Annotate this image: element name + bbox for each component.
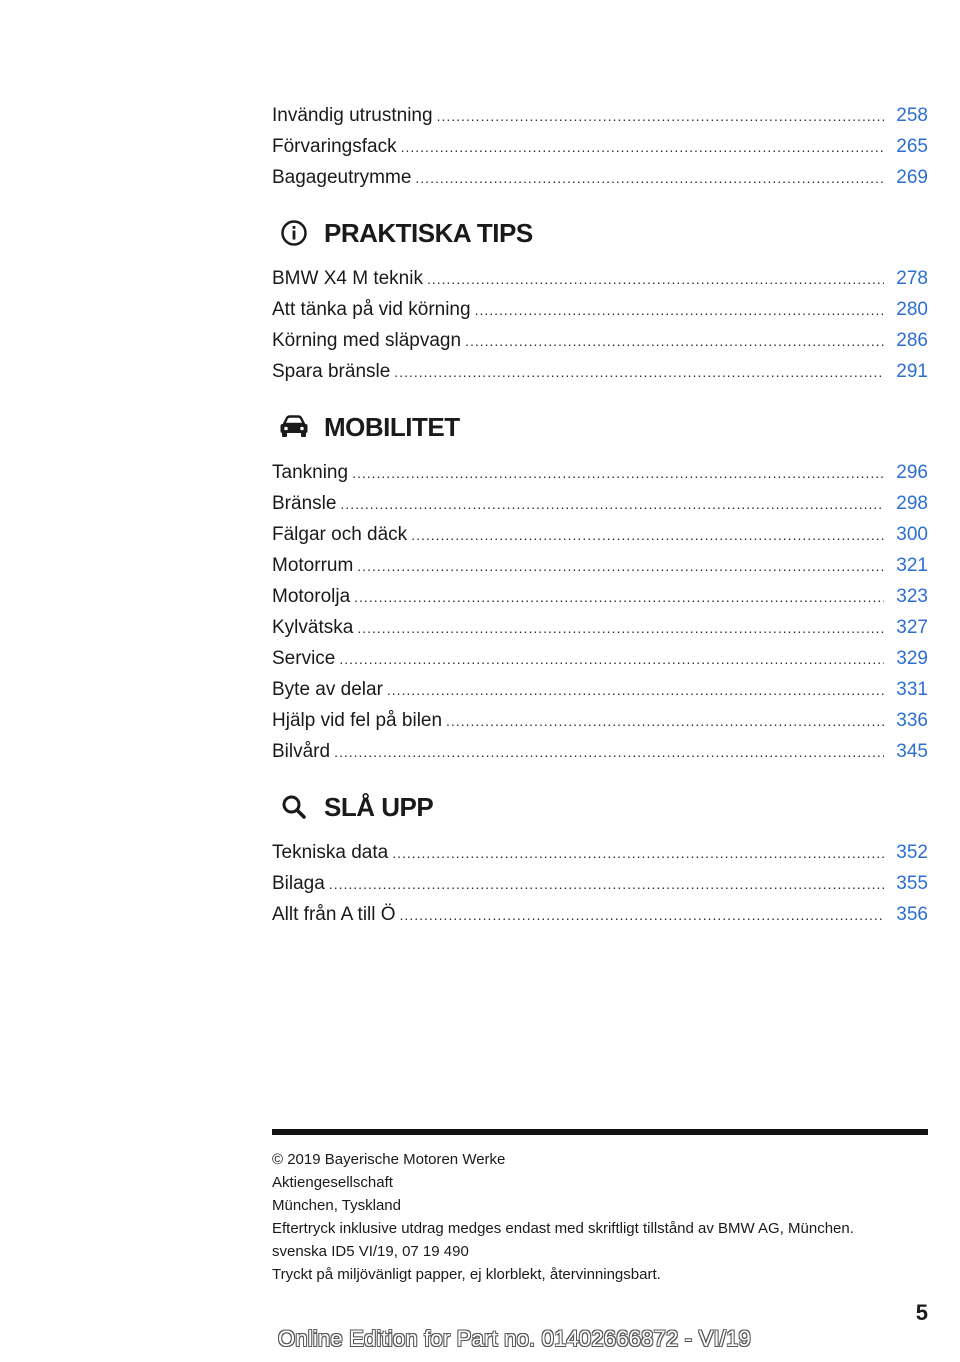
toc-page-link[interactable]: 321 (896, 555, 928, 576)
toc-entry-label: Bilaga (272, 873, 325, 894)
toc-entry[interactable] (272, 899, 928, 930)
dot-leader (401, 132, 884, 163)
toc-entry-label: Att tänka på vid körning (272, 299, 471, 320)
toc-page-link[interactable]: 355 (896, 873, 928, 894)
toc-page-link[interactable]: 265 (896, 136, 928, 157)
toc-page-link[interactable]: 323 (896, 586, 928, 607)
dot-leader (340, 489, 884, 520)
toc-entry-label: Motorrum (272, 555, 354, 576)
toc-entry-label: Tankning (272, 462, 349, 483)
toc-entry-label: Bagageutrymme (272, 167, 412, 188)
toc-entry-label: Tekniska data (272, 842, 389, 863)
car-icon (274, 412, 314, 442)
toc-entry-label: Motorolja (272, 586, 351, 607)
toc-page-link[interactable]: 331 (896, 679, 928, 700)
toc-entry[interactable] (272, 457, 928, 488)
toc-entry[interactable] (272, 488, 928, 519)
toc-entry[interactable] (272, 294, 928, 325)
dot-leader (465, 326, 884, 357)
toc-entry[interactable] (272, 868, 928, 899)
toc-entry[interactable] (272, 643, 928, 674)
toc-entry-label: Körning med släpvagn (272, 330, 462, 351)
dot-leader (437, 101, 884, 132)
section-title: PRAKTISKA TIPS (324, 217, 533, 248)
table-of-contents (272, 100, 928, 930)
dot-leader (475, 295, 884, 326)
toc-page-link[interactable]: 291 (896, 361, 928, 382)
toc-page-link[interactable]: 269 (896, 167, 928, 188)
toc-page-link[interactable]: 356 (896, 904, 928, 925)
dot-leader (357, 613, 884, 644)
dot-leader (357, 551, 884, 582)
toc-page-link[interactable]: 345 (896, 741, 928, 762)
dot-leader (387, 675, 884, 706)
dot-leader (446, 706, 884, 737)
imprint-line: Tryckt på miljövänligt papper, ej klorblekt, återvinningsbart. (272, 1266, 661, 1283)
toc-page-link[interactable]: 296 (896, 462, 928, 483)
toc-entry[interactable] (272, 263, 928, 294)
dot-leader (394, 357, 884, 388)
toc-page-link[interactable]: 336 (896, 710, 928, 731)
dot-leader (334, 737, 884, 768)
dot-leader (415, 163, 884, 194)
section-header-sla-upp (272, 783, 928, 831)
toc-entry[interactable] (272, 837, 928, 868)
toc-entry-label: Fälgar och däck (272, 524, 408, 545)
toc-entry[interactable] (272, 131, 928, 162)
toc-entry-label: Byte av delar (272, 679, 383, 700)
page-number: 5 (915, 1300, 928, 1325)
dot-leader (392, 838, 884, 869)
toc-page-link[interactable]: 300 (896, 524, 928, 545)
toc-page-link[interactable]: 278 (896, 268, 928, 289)
toc-page-link[interactable]: 298 (896, 493, 928, 514)
toc-entry-label: Förvaringsfack (272, 136, 397, 157)
toc-entry-label: Hjälp vid fel på bilen (272, 710, 443, 731)
toc-entry[interactable] (272, 519, 928, 550)
toc-entry-label: Service (272, 648, 336, 669)
online-edition-watermark: Online Edition for Part no. 01402666872 - VI/19 (278, 1326, 751, 1351)
imprint-line: Aktiengesellschaft (272, 1174, 393, 1191)
toc-page-link[interactable]: 327 (896, 617, 928, 638)
imprint-line: svenska ID5 VI/19, 07 19 490 (272, 1243, 469, 1260)
dot-leader (427, 264, 884, 295)
imprint-line: Eftertryck inklusive utdrag medges endast med skriftligt tillstånd av BMW AG, München. (272, 1220, 854, 1237)
dot-leader (329, 869, 884, 900)
toc-page-link[interactable]: 286 (896, 330, 928, 351)
dot-leader (400, 900, 884, 931)
toc-entry[interactable] (272, 162, 928, 193)
toc-entry[interactable] (272, 550, 928, 581)
search-icon (274, 792, 314, 822)
toc-entry-label: BMW X4 M teknik (272, 268, 423, 289)
toc-entry[interactable] (272, 325, 928, 356)
toc-entry[interactable] (272, 705, 928, 736)
toc-entry-label: Allt från A till Ö (272, 904, 396, 925)
imprint-line: München, Tyskland (272, 1197, 401, 1214)
toc-page-link[interactable]: 258 (896, 105, 928, 126)
imprint-line: © 2019 Bayerische Motoren Werke (272, 1151, 506, 1168)
section-title: MOBILITET (324, 411, 460, 442)
toc-entry[interactable] (272, 736, 928, 767)
info-circle-icon (274, 218, 314, 248)
footer-divider (272, 1129, 928, 1135)
toc-entry[interactable] (272, 674, 928, 705)
toc-entry-label: Invändig utrustning (272, 105, 433, 126)
section-title: SLÅ UPP (324, 791, 434, 822)
dot-leader (339, 644, 884, 675)
toc-entry-label: Bränsle (272, 493, 337, 514)
toc-entry-label: Spara bränsle (272, 361, 391, 382)
dot-leader (352, 458, 884, 489)
dot-leader (354, 582, 884, 613)
dot-leader (411, 520, 884, 551)
toc-page-link[interactable]: 352 (896, 842, 928, 863)
section-header-mobilitet (272, 403, 928, 451)
toc-entry-label: Kylvätska (272, 617, 354, 638)
toc-entry[interactable] (272, 612, 928, 643)
section-header-praktiska-tips (272, 209, 928, 257)
toc-entry[interactable] (272, 356, 928, 387)
toc-page-link[interactable]: 329 (896, 648, 928, 669)
toc-entry[interactable] (272, 581, 928, 612)
toc-page-link[interactable]: 280 (896, 299, 928, 320)
toc-entry[interactable] (272, 100, 928, 131)
imprint-block (272, 1148, 928, 1286)
toc-entry-label: Bilvård (272, 741, 331, 762)
